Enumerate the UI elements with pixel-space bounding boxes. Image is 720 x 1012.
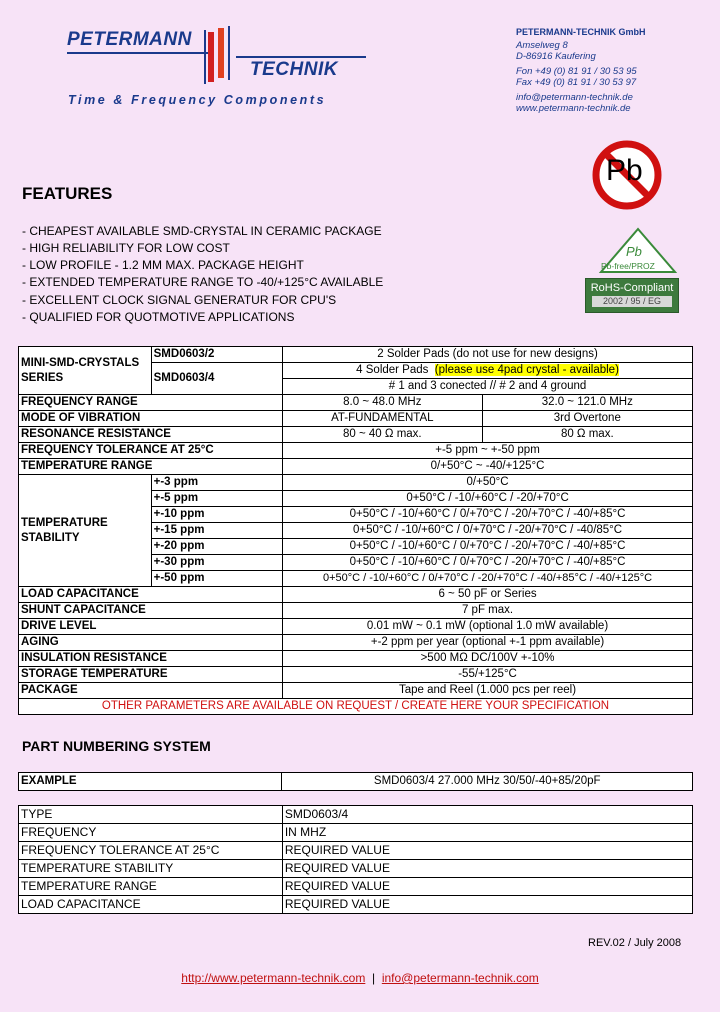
pn-label: TEMPERATURE STABILITY	[19, 860, 283, 878]
freq-tol-value: +-5 ppm ~ +-50 ppm	[283, 443, 693, 459]
pn-value: REQUIRED VALUE	[282, 842, 692, 860]
address-fax: Fax +49 (0) 81 91 / 30 53 97	[516, 77, 637, 88]
pn-value: REQUIRED VALUE	[282, 878, 692, 896]
freq-tol-label: FREQUENCY TOLERANCE AT 25°C	[19, 443, 283, 459]
mode-label: MODE OF VIBRATION	[19, 411, 283, 427]
load-cap-value: 6 ~ 50 pF or Series	[283, 587, 693, 603]
freq-range-label: FREQUENCY RANGE	[19, 395, 283, 411]
stability-value: 0+50°C / -10/+60°C / 0/+70°C / -20/+70°C / -40/85°C	[283, 523, 693, 539]
address-email: info@petermann-technik.de	[516, 92, 633, 103]
storage-label: STORAGE TEMPERATURE	[19, 667, 283, 683]
drive-label: DRIVE LEVEL	[19, 619, 283, 635]
load-cap-label: LOAD CAPACITANCE	[19, 587, 283, 603]
pn-label: LOAD CAPACITANCE	[19, 896, 283, 914]
logo-underline	[67, 52, 213, 54]
resonance-label: RESONANCE RESISTANCE	[19, 427, 283, 443]
package-value: Tape and Reel (1.000 pcs per reel)	[283, 683, 693, 699]
stability-value: 0+50°C / -10/+60°C / 0/+70°C / -20/+70°C / -40/+85°C	[283, 507, 693, 523]
example-table	[18, 772, 693, 791]
stability-ppm: +-10 ppm	[151, 507, 282, 523]
stability-ppm: +-50 ppm	[151, 571, 282, 587]
pb-free-badge	[597, 226, 679, 274]
example-label: EXAMPLE	[19, 773, 282, 791]
stability-ppm: +-5 ppm	[151, 491, 282, 507]
stability-ppm: +-3 ppm	[151, 475, 282, 491]
storage-value: -55/+125°C	[283, 667, 693, 683]
spec-table	[18, 346, 693, 715]
stability-ppm: +-30 ppm	[151, 555, 282, 571]
stability-value: 0+50°C / -10/+60°C / 0/+70°C / -20/+70°C / -40/+85°C	[283, 555, 693, 571]
feature-item: - CHEAPEST AVAILABLE SMD-CRYSTAL IN CERAMIC PACKAGE	[22, 224, 382, 238]
stability-value: 0+50°C / -10/+60°C / 0/+70°C / -20/+70°C / -40/+85°C	[283, 539, 693, 555]
logo-underline-2	[236, 56, 366, 58]
logo-emblem-icon	[200, 26, 236, 86]
model-4-highlight: (please use 4pad crystal - available)	[434, 364, 619, 376]
feature-item: - HIGH RELIABILITY FOR LOW COST	[22, 241, 230, 255]
feature-item: - QUALIFIED FOR QUOTMOTIVE APPLICATIONS	[22, 310, 295, 324]
rohs-label: RoHS-Compliant	[590, 282, 674, 294]
rohs-ref: 2002 / 95 / EG	[592, 296, 672, 307]
freq-range-fund: 8.0 ~ 48.0 MHz	[283, 395, 483, 411]
stability-value: 0+50°C / -10/+60°C / 0/+70°C / -20/+70°C / -40/+85°C / -40/+125°C	[283, 571, 693, 587]
temp-range-label: TEMPERATURE RANGE	[19, 459, 283, 475]
model-smd0603-4: SMD0603/4	[151, 363, 282, 395]
insulation-label: INSULATION RESISTANCE	[19, 651, 283, 667]
freq-range-ot: 32.0 ~ 121.0 MHz	[482, 395, 692, 411]
aging-label: AGING	[19, 635, 283, 651]
stability-ppm: +-20 ppm	[151, 539, 282, 555]
insulation-value: >500 MΩ DC/100V +-10%	[283, 651, 693, 667]
address-street: Amselweg 8	[516, 40, 568, 51]
address-phone: Fon +49 (0) 81 91 / 30 53 95	[516, 66, 637, 77]
address-city: D-86916 Kaufering	[516, 51, 596, 62]
address-web: www.petermann-technik.de	[516, 103, 631, 114]
stability-label: TEMPERATURE STABILITY	[19, 475, 152, 587]
rohs-badge	[585, 278, 679, 313]
feature-item: - LOW PROFILE - 1.2 MM MAX. PACKAGE HEIGHT	[22, 258, 304, 272]
stability-ppm: +-15 ppm	[151, 523, 282, 539]
pb-free-symbol: Pb	[626, 244, 642, 259]
no-lead-symbol: Pb	[606, 154, 643, 187]
other-parameters-note: OTHER PARAMETERS ARE AVAILABLE ON REQUEST / CREATE HERE YOUR SPECIFICATION	[19, 699, 693, 715]
resonance-ot: 80 Ω max.	[482, 427, 692, 443]
stability-value: 0/+50°C	[283, 475, 693, 491]
no-lead-icon	[590, 138, 664, 212]
drive-value: 0.01 mW ~ 0.1 mW (optional 1.0 mW available)	[283, 619, 693, 635]
pn-label: TEMPERATURE RANGE	[19, 878, 283, 896]
email-link[interactable]: info@petermann-technik.com	[381, 971, 539, 985]
shunt-cap-label: SHUNT CAPACITANCE	[19, 603, 283, 619]
mode-fund: AT-FUNDAMENTAL	[283, 411, 483, 427]
example-value: SMD0603/4 27.000 MHz 30/50/-40+85/20pF	[282, 773, 693, 791]
features-title: FEATURES	[22, 184, 113, 203]
part-numbering-title: PART NUMBERING SYSTEM	[22, 738, 211, 754]
pn-label: FREQUENCY	[19, 824, 283, 842]
model-4-desc	[283, 363, 693, 379]
feature-item: - EXTENDED TEMPERATURE RANGE TO -40/+125°C AVAILABLE	[22, 275, 384, 289]
pn-value: REQUIRED VALUE	[282, 896, 692, 914]
company-name: PETERMANN-TECHNIK GmbH	[516, 27, 646, 37]
footer-separator: |	[372, 971, 376, 985]
model-2-desc: 2 Solder Pads (do not use for new designs)	[283, 347, 693, 363]
pn-value: IN MHZ	[282, 824, 692, 842]
series-label: MINI-SMD-CRYSTALS SERIES	[19, 347, 152, 395]
part-numbering-table	[18, 805, 693, 914]
pn-label: FREQUENCY TOLERANCE AT 25°C	[19, 842, 283, 860]
resonance-fund: 80 ~ 40 Ω max.	[283, 427, 483, 443]
revision: REV.02 / July 2008	[588, 937, 682, 949]
logo-text-petermann: PETERMANN	[67, 29, 192, 50]
tagline: Time & Frequency Components	[68, 93, 327, 107]
shunt-cap-value: 7 pF max.	[283, 603, 693, 619]
aging-value: +-2 ppm per year (optional +-1 ppm available)	[283, 635, 693, 651]
temp-range-value: 0/+50°C ~ -40/+125°C	[283, 459, 693, 475]
pn-label: TYPE	[19, 806, 283, 824]
mode-ot: 3rd Overtone	[482, 411, 692, 427]
logo-text-technik: TECHNIK	[250, 59, 338, 80]
pn-value: REQUIRED VALUE	[282, 860, 692, 878]
feature-item: - EXCELLENT CLOCK SIGNAL GENERATUR FOR CPU'S	[22, 293, 337, 307]
pn-value: SMD0603/4	[282, 806, 692, 824]
pb-free-label: Pb-free/PROZ	[601, 261, 655, 271]
package-label: PACKAGE	[19, 683, 283, 699]
website-link[interactable]: http://www.petermann-technik.com	[181, 971, 366, 985]
model-smd0603-2: SMD0603/2	[151, 347, 282, 363]
stability-value: 0+50°C / -10/+60°C / -20/+70°C	[283, 491, 693, 507]
model-4-note: # 1 and 3 conected // # 2 and 4 ground	[283, 379, 693, 395]
footer	[0, 971, 720, 985]
model-4-desc-text: 4 Solder Pads	[356, 364, 429, 376]
